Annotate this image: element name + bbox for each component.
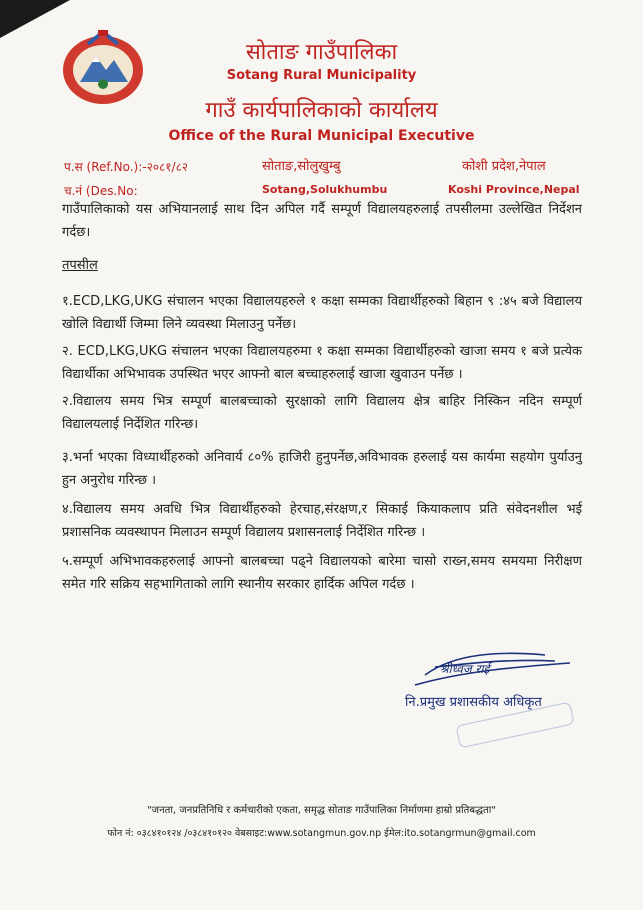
signature-scribble <box>405 645 575 693</box>
point-6: ५.सम्पूर्ण अभिभावकहरुलाई आफ्नो बालबच्चा पढ्ने विद्यालयको बारेमा चासो राख्न,समय समयमा निरीक्षण समेत गरि सक्रिय सहभागिताको लागि स्थानीय सरकार हार्दिक अपिल गर्दछ । <box>62 554 582 592</box>
municipality-name-np: सोताङ गाउँपालिका <box>245 40 398 65</box>
office-name-en: Office of the Rural Municipal Executive <box>168 128 475 144</box>
signed-name: श्रीध्वज राई <box>440 662 490 676</box>
details-heading: तपसील <box>62 258 98 273</box>
province-en: Koshi Province,Nepal <box>448 183 580 196</box>
ref-number: प.स (Ref.No.):-२०८१/८२ <box>64 160 189 174</box>
location-en: Sotang,Solukhumbu <box>262 183 388 196</box>
point-1: १.ECD,LKG,UKG संचालन भएका विद्यालयहरुले १ कक्षा सम्मका विद्यार्थीहरुको बिहान ९ :४५ बजे विद्यालय खोलि विद्यार्थी जिम्मा लिने व्यवस्था मिलाउनु पर्नेछ। <box>62 294 582 332</box>
point-4: ३.भर्ना भएका विध्यार्थीहरुको अनिवार्य ८०% हाजिरी हुनुपर्नेछ,अविभावक हरुलाई यस कार्यमा सहयोग पुर्याउनु हुन अनुरोध गरिन्छ । <box>62 450 582 488</box>
signatory-post: नि.प्रमुख प्रशासकीय अधिकृत <box>405 695 542 710</box>
point-5: ४.विद्यालय समय अवधि भित्र विद्यार्थीहरुको हेरचाह,संरक्षण,र सिकाई कियाकलाप प्रति संवेदनशील भई प्रशासनिक व्यवस्थापन मिलाउन सम्पूर्ण विद्यालय प्रशासनलाई निर्देशित गरिन्छ । <box>62 502 582 540</box>
footer-motto: "जनता, जनप्रतिनिधि र कर्मचारीको एकता, समृद्ध सोताङ गाउँपालिका निर्माणमा हाम्रो प्रतिबद्धता" <box>147 805 496 816</box>
point-2: २. ECD,LKG,UKG संचालन भएका विद्यालयहरुमा १ कक्षा सम्मका विद्यार्थीहरुको खाजा समय १ बजे प्रत्येक विद्यार्थीका अभिभावक उपस्थित भएर आफ्नो बाल बच्चाहरुलाई खाजा खुवाउन पर्नेछ । <box>62 344 582 382</box>
municipality-name-en: Sotang Rural Municipality <box>226 68 417 83</box>
footer-contact: फोन नं: ०३८४१०१२४ /०३८४१०१२० वेबसाइट:www.sotangmun.gov.np ईमेल:ito.sotangrmun@gmail.com <box>107 828 536 839</box>
point-3: २.विद्यालय समय भित्र सम्पूर्ण बालबच्चाको सुरक्षाको लागि विद्यालय क्षेत्र बाहिर निस्किन नदिन सम्पूर्ण विद्यालयलाई निर्देशित गरिन्छ। <box>62 394 582 432</box>
province-np: कोशी प्रदेश,नेपाल <box>462 159 546 174</box>
intro-paragraph: गाउँपालिकाको यस अभियानलाई साथ दिन अपिल गर्दै सम्पूर्ण विद्यालयहरुलाई तपसीलमा उल्लेखित निर्देशन गर्दछ। <box>62 202 582 240</box>
office-name-np: गाउँ कार्यपालिकाको कार्यालय <box>205 98 438 123</box>
location-np: सोताङ,सोलुखुम्बु <box>262 159 341 174</box>
dispatch-number: च.नं (Des.No: <box>64 184 138 198</box>
